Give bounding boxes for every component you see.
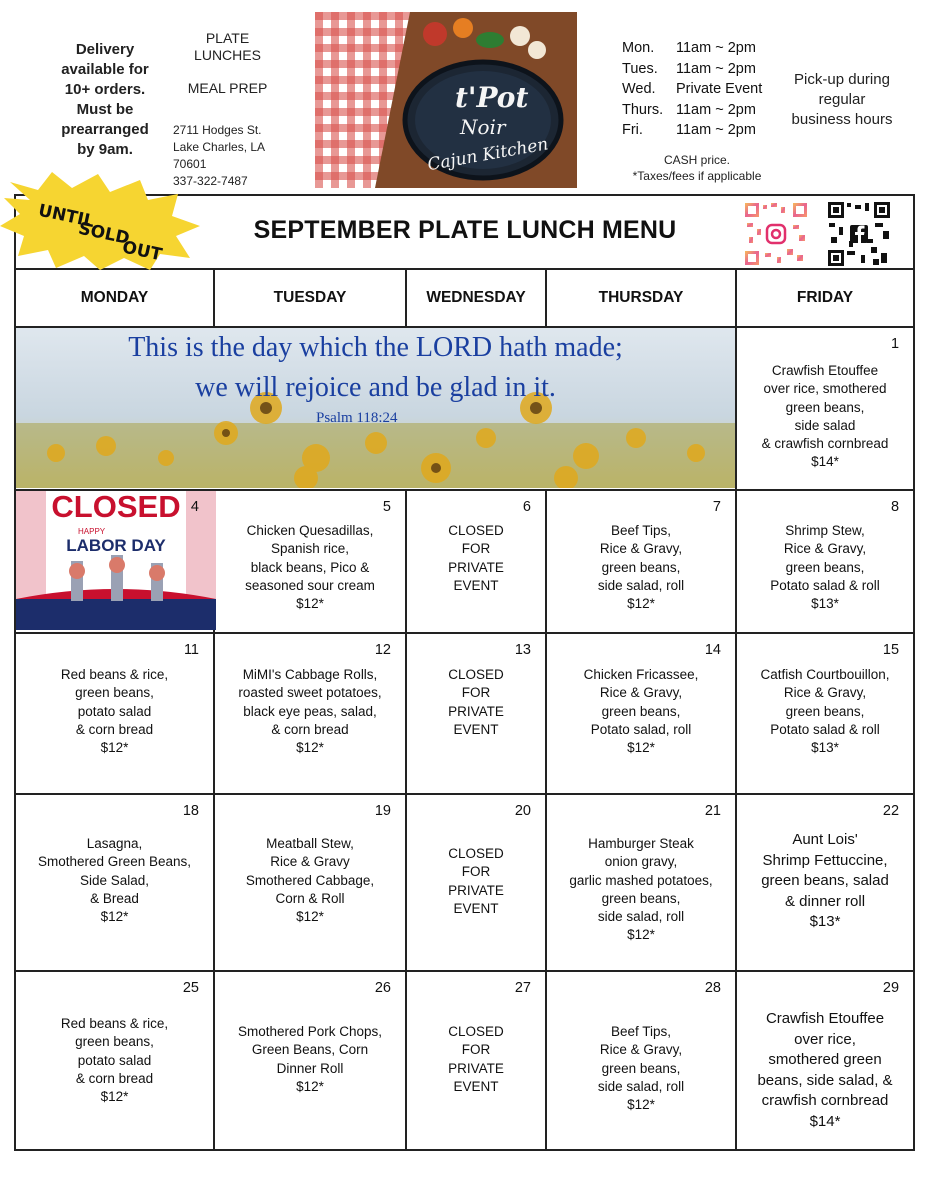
menu-line: Potato salad & roll (770, 721, 880, 737)
week-row (15, 971, 914, 1150)
hours-row (622, 59, 782, 80)
pickup-note (782, 70, 902, 130)
menu-line: Rice & Gravy, (599, 1042, 683, 1058)
pickup-line: regular (818, 91, 866, 108)
menu-line: Lasagna, (86, 836, 143, 851)
menu-line: Smothered Pork Chops, (237, 1024, 383, 1039)
day-number: 7 (712, 499, 721, 515)
menu-line: green beans, (785, 703, 865, 719)
menu-line: seasoned sour cream (245, 577, 375, 593)
menu-line: side salad (794, 417, 856, 433)
menu-line: FOR (461, 685, 491, 701)
menu-line: Red beans & rice, (60, 667, 169, 682)
week-row (15, 490, 914, 633)
menu-line: green beans, (601, 1060, 681, 1076)
menu-line: green beans, salad (761, 872, 889, 889)
hours-row (622, 79, 782, 100)
menu-line: Spanish rice, (270, 541, 350, 557)
header-thursday: THURSDAY (546, 269, 736, 327)
hours-time: 11am ~ 2pm (676, 101, 756, 118)
day-number: 8 (890, 499, 900, 515)
menu-line: potato salad (77, 1052, 152, 1068)
header-tuesday: TUESDAY (214, 269, 406, 327)
menu-line: Dinner Roll (276, 1060, 344, 1076)
menu-line: EVENT (453, 577, 499, 593)
menu-line: green beans, (75, 685, 154, 701)
menu-line: PRIVATE (448, 882, 504, 898)
day-number: 26 (374, 980, 391, 996)
menu-price: $14* (809, 1112, 841, 1130)
menu-price: $12* (296, 909, 324, 925)
menu-line: Red beans & rice, (60, 1016, 169, 1031)
cash-line: CASH price. (663, 153, 731, 167)
sold-out-line-1: UNTIL (36, 200, 97, 233)
restaurant-logo (315, 12, 577, 188)
menu-line: roasted sweet potatoes, (238, 685, 382, 701)
menu-item (737, 491, 913, 613)
menu-line: green beans, (75, 1034, 154, 1050)
labor-day-closed-image (16, 491, 216, 630)
day-number: 19 (374, 803, 391, 819)
menu-line: Smothered Cabbage, (245, 872, 375, 888)
menu-line: Chicken Quesadillas, (246, 523, 374, 538)
menu-line: Crawfish Etouffee (765, 1010, 885, 1027)
instagram-qr-code[interactable] (743, 201, 809, 267)
menu-price: $12* (296, 740, 324, 756)
business-hours (622, 38, 782, 141)
day-cell-21 (546, 794, 736, 971)
cash-line: *Taxes/fees if applicable (632, 169, 762, 183)
header-wednesday: WEDNESDAY (406, 269, 546, 327)
hours-day: Tues. (622, 60, 658, 77)
menu-line: Meatball Stew, (266, 836, 354, 851)
hours-time: 11am ~ 2pm (676, 60, 756, 77)
day-number: 18 (182, 803, 199, 819)
meal-prep-label: MEAL PREP (187, 80, 268, 96)
day-cell-11 (15, 633, 214, 794)
cash-note (612, 152, 782, 184)
day-cell-8 (736, 490, 914, 633)
day-cell-18 (15, 794, 214, 971)
verse-banner (16, 328, 735, 488)
menu-line: onion gravy, (604, 854, 678, 870)
plate-lunches-line: LUNCHES (194, 47, 261, 63)
menu-line: EVENT (453, 900, 499, 916)
plate-lunches-line: PLATE (205, 30, 250, 46)
sold-out-line-2: SOLD (76, 218, 132, 249)
day-cell-20 (406, 794, 546, 971)
menu-line: PRIVATE (448, 703, 504, 719)
menu-line: Beef Tips, (610, 523, 672, 538)
menu-price: $12* (627, 1097, 655, 1113)
menu-line: FOR (461, 541, 491, 557)
day-number: 15 (882, 642, 900, 658)
day-cell-14 (546, 633, 736, 794)
menu-line: CLOSED (448, 846, 504, 861)
facebook-qr-code[interactable] (827, 201, 891, 267)
menu-line: & corn bread (271, 721, 349, 737)
labor-day-text: LABOR DAY (66, 536, 166, 555)
delivery-line: Delivery (75, 41, 135, 58)
day-number: 11 (183, 642, 199, 658)
day-number: 28 (704, 980, 721, 996)
day-number: 20 (514, 803, 531, 819)
weekday-header (15, 269, 914, 327)
pickup-line: business hours (791, 111, 893, 128)
plate-lunches-label (160, 30, 295, 64)
menu-line: Rice & Gravy, (783, 541, 867, 557)
delivery-line: Must be (76, 101, 134, 118)
menu-line: MiMI's Cabbage Rolls, (242, 667, 378, 682)
menu-line: Hamburger Steak (588, 836, 694, 851)
day-cell-28 (546, 971, 736, 1150)
happy-text: HAPPY (78, 527, 106, 536)
hours-day: Thurs. (622, 101, 664, 118)
menu-calendar (14, 194, 915, 1151)
menu-line: Rice & Gravy (270, 854, 350, 870)
day-number: 4 (190, 499, 199, 515)
menu-line: & crawfish cornbread (761, 436, 889, 452)
delivery-line: by 9am. (77, 141, 133, 158)
delivery-line: available for (61, 61, 149, 78)
day-number: 29 (882, 980, 900, 996)
menu-line: Crawfish Etouffee (771, 363, 879, 378)
menu-line: green beans, (601, 559, 681, 575)
menu-line: Potato salad, roll (590, 721, 692, 737)
menu-price: $12* (627, 927, 655, 943)
week-row (15, 633, 914, 794)
logo-text-3: Cajun Kitchen (425, 134, 550, 176)
delivery-line: 10+ orders. (64, 81, 146, 98)
day-cell-22 (736, 794, 914, 971)
hours-time: Private Event (676, 81, 763, 97)
day-cell-29 (736, 971, 914, 1150)
menu-line: Shrimp Stew, (785, 523, 865, 538)
menu-line: CLOSED (448, 1024, 504, 1039)
day-cell-6 (406, 490, 546, 633)
menu-line: Rice & Gravy, (599, 685, 683, 701)
day-cell-27 (406, 971, 546, 1150)
menu-line: green beans, (601, 890, 681, 906)
menu-price: $14* (811, 454, 839, 470)
delivery-line: prearranged (61, 121, 149, 138)
week-row (15, 327, 914, 490)
day-cell-19 (214, 794, 406, 971)
menu-line: Smothered Green Beans, (37, 854, 192, 870)
menu-line: Catfish Courtbouillon, (760, 667, 890, 682)
menu-price: $13* (811, 740, 839, 756)
day-number: 25 (182, 980, 199, 996)
menu-price: $12* (627, 740, 655, 756)
verse-line-2: we will rejoice and be glad in it. (195, 372, 556, 403)
menu-line: Green Beans, Corn (251, 1042, 369, 1058)
hours-row (622, 38, 782, 59)
menu-line: CLOSED (448, 523, 504, 538)
delivery-note (30, 40, 180, 160)
menu-line: side salad, roll (597, 909, 685, 925)
menu-line: over rice, (794, 1030, 856, 1048)
menu-line: smothered green (768, 1051, 882, 1068)
menu-line: PRIVATE (448, 1060, 504, 1076)
menu-title: SEPTEMBER PLATE LUNCH MENU (253, 216, 677, 244)
day-cell-7 (546, 490, 736, 633)
phone-number: 337-322-7487 (173, 174, 248, 188)
day-number: 13 (514, 642, 531, 658)
menu-price: $13* (811, 596, 839, 612)
header-monday: MONDAY (15, 269, 214, 327)
day-number: 22 (882, 803, 900, 819)
menu-price: $12* (100, 740, 129, 756)
day-number: 6 (522, 499, 531, 515)
menu-item (547, 491, 735, 613)
menu-line: Side Salad, (79, 872, 150, 888)
menu-price: $12* (627, 596, 655, 612)
menu-line: beans, side salad, & (757, 1071, 893, 1089)
menu-line: side salad, roll (597, 577, 685, 593)
verse-reference: Psalm 118:24 (316, 410, 398, 426)
verse-banner-cell (15, 327, 736, 490)
hours-day: Fri. (622, 122, 643, 138)
sold-out-line-3: OUT (120, 237, 164, 266)
day-number: 14 (704, 642, 721, 658)
menu-line: Shrimp Fettuccine, (762, 851, 888, 869)
day-number: 12 (374, 642, 391, 658)
menu-line: green beans, (785, 399, 865, 415)
day-cell-13 (406, 633, 546, 794)
menu-line: CLOSED (448, 667, 504, 682)
address-line: 2711 Hodges St. (173, 123, 262, 137)
menu-line: Potato salad & roll (770, 577, 880, 593)
menu-line: crawfish cornbread (761, 1092, 889, 1109)
menu-line: & corn bread (75, 1070, 154, 1086)
menu-line: over rice, smothered (763, 381, 887, 397)
day-cell-1 (736, 327, 914, 490)
hours-time: 11am ~ 2pm (676, 40, 756, 56)
menu-line: garlic mashed potatoes, (569, 872, 713, 888)
pickup-line: Pick-up during (794, 71, 890, 88)
address-line: 70601 (173, 157, 207, 171)
menu-line: green beans, (601, 703, 681, 719)
menu-line: FOR (461, 1042, 491, 1058)
day-number: 5 (382, 499, 391, 515)
menu-line: green beans, (785, 559, 865, 575)
menu-price: $12* (296, 1078, 324, 1094)
hours-time: 11am ~ 2pm (676, 122, 756, 138)
closed-text: CLOSED (51, 491, 181, 524)
day-cell-26 (214, 971, 406, 1150)
menu-line: & Bread (90, 890, 139, 906)
hours-row (622, 120, 782, 141)
hours-day: Wed. (622, 81, 656, 97)
menu-line: EVENT (453, 721, 499, 737)
menu-line: Rice & Gravy, (783, 685, 867, 701)
day-cell-5 (214, 490, 406, 633)
menu-price: $12* (296, 596, 324, 612)
menu-item (215, 491, 405, 613)
menu-item (737, 972, 913, 1132)
menu-line: Chicken Fricassee, (583, 667, 699, 682)
menu-price: $13* (809, 913, 841, 930)
menu-line: potato salad (77, 703, 152, 719)
menu-line: black eye peas, salad, (243, 703, 377, 719)
address-line: Lake Charles, LA (173, 140, 266, 154)
day-cell-4 (15, 490, 214, 633)
header-friday: FRIDAY (736, 269, 914, 327)
day-cell-12 (214, 633, 406, 794)
week-row (15, 794, 914, 971)
hours-day: Mon. (622, 40, 655, 56)
menu-line: Beef Tips, (610, 1024, 672, 1039)
menu-line: Rice & Gravy, (599, 541, 683, 557)
menu-item (737, 328, 913, 472)
menu-price: $12* (100, 1089, 129, 1105)
menu-line: side salad, roll (597, 1078, 685, 1094)
day-cell-15 (736, 633, 914, 794)
hours-row (622, 100, 782, 121)
menu-line: Aunt Lois' (792, 831, 858, 848)
day-cell-25 (15, 971, 214, 1150)
day-number: 21 (704, 803, 721, 819)
menu-line: PRIVATE (448, 559, 504, 575)
menu-line: & dinner roll (785, 892, 866, 910)
logo-text-1: t'Pot (455, 81, 529, 114)
sold-out-badge (0, 170, 205, 270)
menu-line: FOR (461, 864, 491, 880)
day-number: 1 (890, 336, 900, 352)
menu-line: & corn bread (75, 721, 154, 737)
menu-line: EVENT (453, 1078, 499, 1094)
menu-price: $12* (100, 909, 129, 925)
day-number: 27 (514, 980, 531, 996)
menu-line: black beans, Pico & (250, 559, 370, 575)
menu-line: Corn & Roll (275, 890, 345, 906)
logo-text-2: Noir (460, 115, 506, 139)
verse-line-1: This is the day which the LORD hath made; (128, 332, 623, 363)
